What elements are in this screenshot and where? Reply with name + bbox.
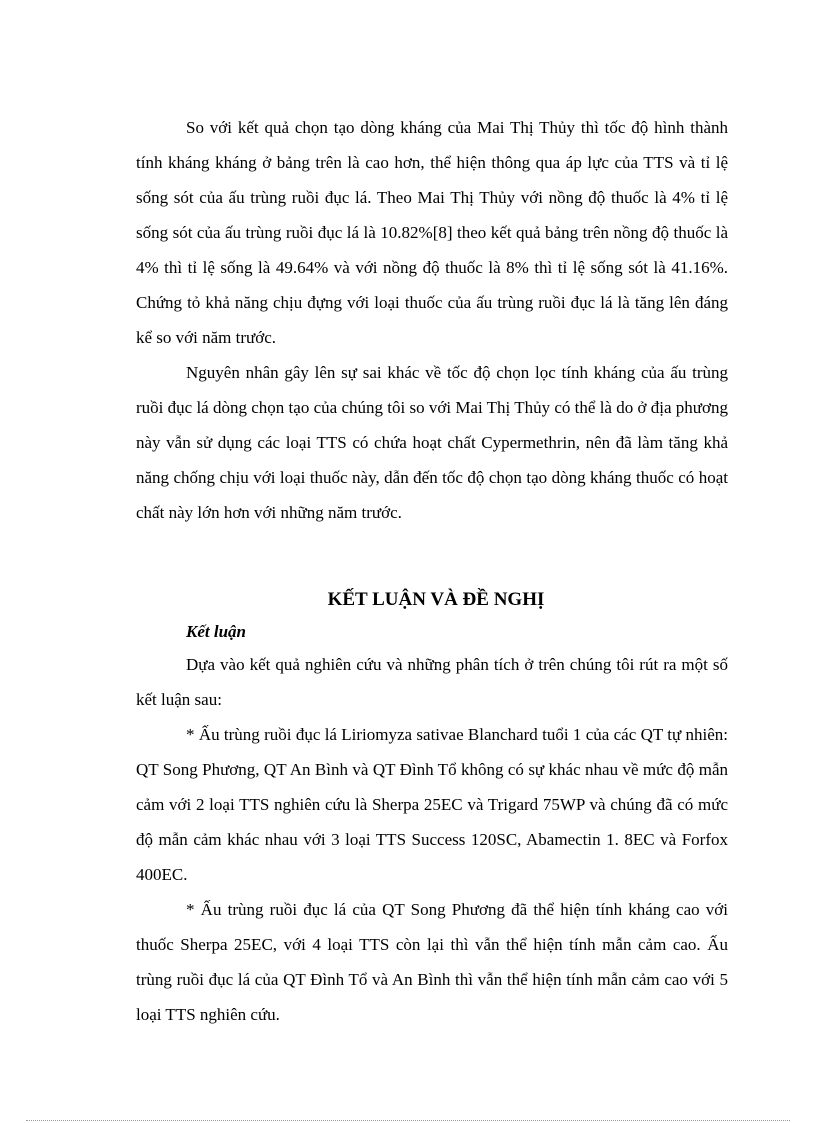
paragraph-conclusion-2: * Ấu trùng ruồi đục lá của QT Song Phương đã thể hiện tính kháng cao với thuốc Sherpa 25EC, với 4 loại TTS còn lại thì vẫn thể hiện tính mẫn cảm cao. Ấu trùng ruồi đục lá của QT Đình Tổ và An Bình thì vẫn thể hiện tính mẫn cảm cao với 5 loại TTS nghiên cứu. — [136, 900, 728, 1024]
subsection-title: Kết luận — [186, 622, 246, 641]
section-title: KẾT LUẬN VÀ ĐỀ NGHỊ — [327, 589, 545, 610]
paragraph-comparison: So với kết quả chọn tạo dòng kháng của Mai Thị Thủy thì tốc độ hình thành tính kháng kháng ở bảng trên là cao hơn, thể hiện thông qua áp lực của TTS và tỉ lệ sống sót của ấu trùng ruồi đục lá. Theo Mai Thị Thủy với nồng độ thuốc là 4% tỉ lệ sống sót của ấu trùng ruồi đục lá là 10.82%[8] theo kết quả bảng trên nồng độ thuốc là 4% thì tỉ lệ sống là 49.64% và với nồng độ thuốc là 8% thì tỉ lệ sống sót là 41.16%. Chứng tỏ khả năng chịu đựng với loại thuốc của ấu trùng ruồi đục lá là tăng lên đáng kể so với năm trước. — [136, 118, 728, 347]
paragraph-conclusion-1: * Ấu trùng ruồi đục lá Liriomyza sativae Blanchard tuổi 1 của các QT tự nhiên: QT Song Phương, QT An Bình và QT Đình Tổ không có sự khác nhau về mức độ mẫn cảm với 2 loại TTS nghiên cứu là Sherpa 25EC và Trigard 75WP và chúng đã có mức độ mẫn cảm khác nhau với 3 loại TTS Success 120SC, Abamectin 1. 8EC và Forfox 400EC. — [136, 725, 728, 884]
document-page — [136, 110, 728, 1032]
page-bottom-divider — [26, 1120, 790, 1121]
paragraph-intro: Dựa vào kết quả nghiên cứu và những phân tích ở trên chúng tôi rút ra một số kết luận sau: — [136, 655, 728, 709]
paragraph-cause: Nguyên nhân gây lên sự sai khác về tốc độ chọn lọc tính kháng của ấu trùng ruồi đục lá dòng chọn tạo của chúng tôi so với Mai Thị Thủy có thể là do ở địa phương này vẫn sử dụng các loại TTS có chứa hoạt chất Cypermethrin, nên đã làm tăng khả năng chống chịu với loại thuốc này, dẫn đến tốc độ chọn tạo dòng kháng thuốc có hoạt chất này lớn hơn với những năm trước. — [136, 363, 728, 522]
